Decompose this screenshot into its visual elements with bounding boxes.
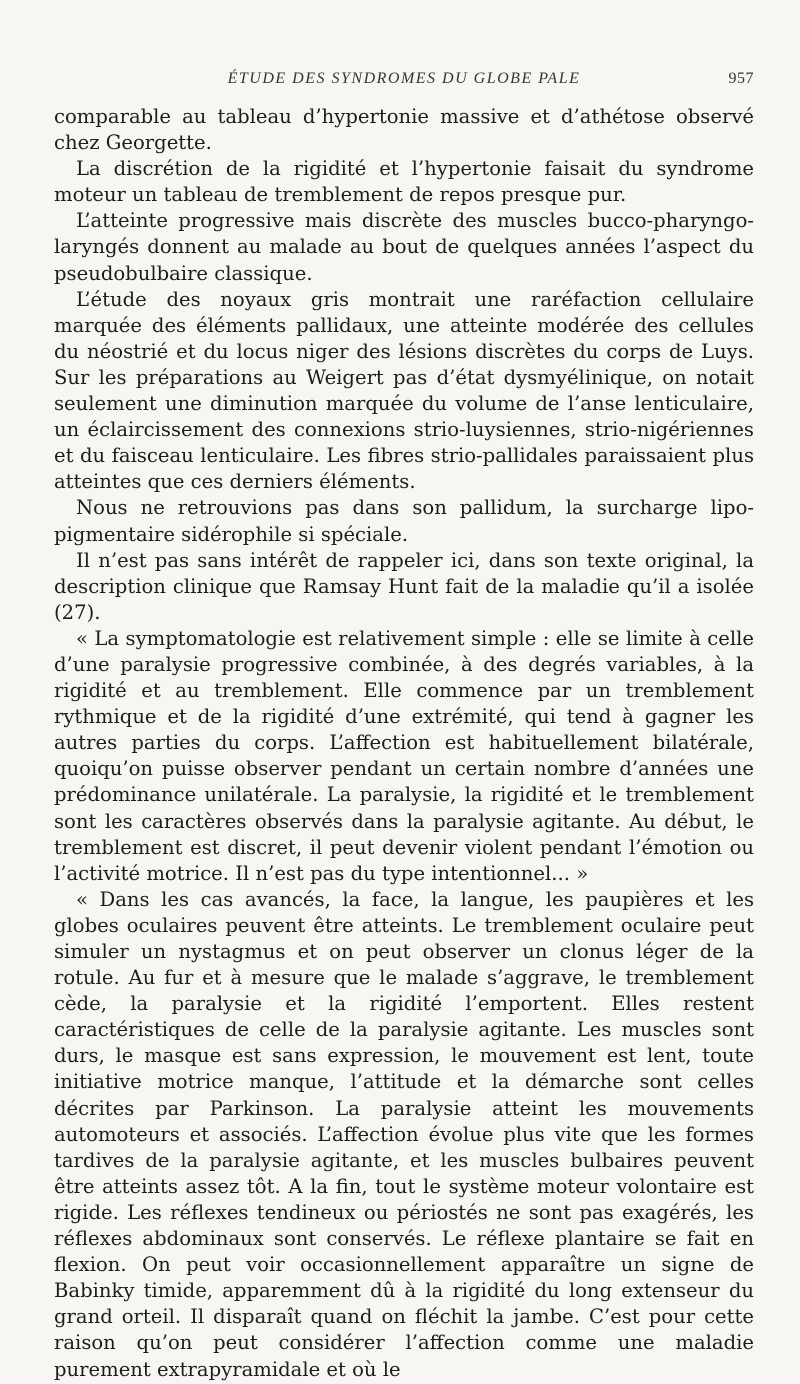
paragraph: comparable au tableau d’hypertonie massive et d’athétose observé chez Georgette. (54, 105, 754, 155)
paragraph: La discrétion de la rigidité et l’hypertonie faisait du syndrome moteur un tableau de tremblement de repos presque pur. (54, 157, 754, 207)
paragraph: « Dans les cas avancés, la face, la langue, les paupières et les globes oculaires peuvent être atteints. Le tremblement oculaire peut simuler un nystagmus et on peut observer un clonus léger de la rotule. Au fur et à mesure que le malade s’aggrave, le tremblement cède, la paralysie et la rigidité l’emportent. Elles restent caractéristiques de celle de la paralysie agitante. Les muscles sont durs, le masque est sans expression, le mouvement est lent, toute initiative motrice manque, l’attitude et la démarche sont celles décrites par Parkinson. La paralysie atteint les mouvements automoteurs et associés. L’affection évolue plus vite que les formes tardives de la paralysie agitante, et les muscles bulbaires peuvent être atteints assez tôt. A la fin, tout le système moteur volontaire est rigide. Les réflexes tendineux ou périostés ne sont pas exagérés, les réflexes abdominaux sont conservés. Le réflexe plantaire se fait en flexion. On peut voir occasionnellement apparaître un signe de Babinky timide, apparemment dû à la rigidité du long extenseur du grand orteil. Il disparaît quand on fléchit la jambe. C’est pour cette raison qu’on peut considérer l’affection comme une maladie purement extrapyramidale et où le (54, 887, 754, 1381)
paragraph: L’étude des noyaux gris montrait une raréfaction cellulaire marquée des éléments pallidaux, une atteinte modérée des cellules du néostrié et du locus niger des lésions discrètes du corps de Luys. Sur les préparations au Weigert pas d’état dysmyélinique, on notait seulement une diminution marquée du volume de l’anse lenticulaire, un éclaircissement des connexions strio-luysiennes, strio-nigériennes et du faisceau lenticulaire. Les fibres strio-pallidales paraissaient plus atteintes que ces derniers éléments. (54, 287, 754, 494)
paragraph: Nous ne retrouvions pas dans son pallidum, la surcharge lipo-pigmentaire sidérophile si spéciale. (54, 496, 754, 546)
body-text (54, 104, 754, 1383)
paragraph: L’atteinte progressive mais discrète des muscles bucco-pharyngo-laryngés donnent au malade au bout de quelques années l’aspect du pseudobulbaire classique. (54, 209, 754, 285)
paragraph: Il n’est pas sans intérêt de rappeler ici, dans son texte original, la description clinique que Ramsay Hunt fait de la maladie qu’il a isolée (27). (54, 548, 754, 624)
running-header (54, 70, 754, 92)
running-title: ÉTUDE DES SYNDROMES DU GLOBE PALE (227, 70, 581, 87)
paragraph: « La symptomatologie est relativement simple : elle se limite à celle d’une paralysie progressive combinée, à des degrés variables, à la rigidité et au tremblement. Elle commence par un tremblement rythmique et de la rigidité d’une extrémité, qui tend à gagner les autres parties du corps. L’affection est habituellement bilatérale, quoiqu’on puisse observer pendant un certain nombre d’années une prédominance unilatérale. La paralysie, la rigidité et le tremblement sont les caractères observés dans la paralysie agitante. Au début, le tremblement est discret, il peut devenir violent pendant l’émotion ou l’activité motrice. Il n’est pas du type intentionnel... » (54, 626, 754, 885)
page-number: 957 (728, 70, 754, 87)
